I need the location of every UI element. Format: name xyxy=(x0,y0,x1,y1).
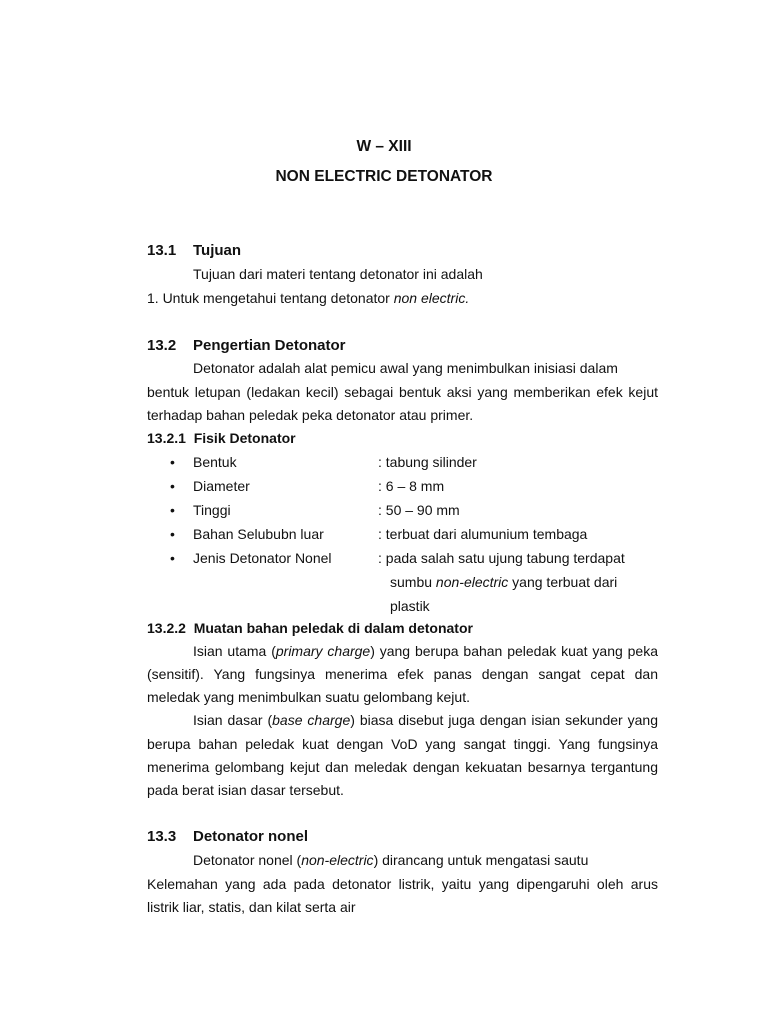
sec-13-2-2-line xyxy=(193,713,658,729)
sec-13-1-line xyxy=(147,291,469,305)
section-13-2-title: Pengertian Detonator xyxy=(193,337,346,354)
text-run: Kelemahan yang ada pada detonator listrik, yaitu yang dipengaruhi oleh arus xyxy=(147,877,658,892)
italic-term: non-electric xyxy=(301,852,374,868)
text-run: Detonator adalah alat pemicu awal yang menimbulkan inisiasi dalam xyxy=(193,360,618,376)
text-run: plastik xyxy=(390,598,430,614)
text-run: ) dirancang untuk mengatasi sautu xyxy=(373,852,589,868)
text-run: bentuk letupan (ledakan kecil) sebagai bentuk aksi yang memberikan efek kejut xyxy=(147,385,658,400)
section-13-1-number: 13.1 xyxy=(147,242,177,259)
text-run: : tabung silinder xyxy=(378,454,477,470)
bullet-icon: • xyxy=(170,526,175,542)
text-run: : 50 – 90 mm xyxy=(378,502,460,518)
sec-13-2-2-line xyxy=(147,760,658,776)
sec-13-3-line xyxy=(147,900,356,914)
spec-label: Bahan Selububn luar xyxy=(193,526,324,542)
sec-13-2-2-line xyxy=(147,690,470,704)
text-run: ) yang berupa bahan peledak kuat yang peka xyxy=(370,644,658,659)
sec-13-2-line xyxy=(147,408,473,422)
bullet-icon: • xyxy=(170,550,175,566)
spec-value xyxy=(378,503,460,517)
text-run: yang terbuat dari xyxy=(508,574,618,590)
text-run: (sensitif). Yang fungsinya menerima efek panas dengan sangat cepat dan xyxy=(147,667,658,682)
text-run: pada berat isian dasar tersebut. xyxy=(147,782,344,798)
spec-value xyxy=(378,455,477,469)
chapter-title: NON ELECTRIC DETONATOR xyxy=(275,168,493,185)
text-run: listrik liar, statis, dan kilat serta air xyxy=(147,899,356,915)
text-run: Detonator nonel ( xyxy=(193,852,302,868)
italic-term: base charge xyxy=(272,713,351,728)
text-run: Tujuan dari materi tentang detonator ini adalah xyxy=(193,266,483,282)
section-13-2-number: 13.2 xyxy=(147,337,177,354)
italic-term: primary charge xyxy=(275,644,371,659)
text-run: Isian utama ( xyxy=(193,644,276,659)
spec-value xyxy=(378,551,625,565)
sec-13-2-2-line xyxy=(193,644,658,660)
text-run: 1. Untuk mengetahui tentang detonator xyxy=(147,290,394,306)
text-run: menerima gelombang kejut dan meledak dengan kekuatan besarnya tergantung xyxy=(147,760,658,775)
section-13-3-number: 13.3 xyxy=(147,828,177,845)
spec-value xyxy=(378,527,587,541)
italic-term: non electric. xyxy=(393,290,470,306)
text-run: terhadap bahan peledak peka detonator atau primer. xyxy=(147,407,474,423)
chapter-number: W – XIII xyxy=(356,138,412,155)
text-run: Isian dasar ( xyxy=(193,713,273,728)
text-run: : 6 – 8 mm xyxy=(378,478,445,494)
spec-value xyxy=(378,479,444,493)
sec-13-3-line xyxy=(193,853,588,867)
subsection-13-2-1-heading: 13.2.1 Fisik Detonator xyxy=(147,430,296,446)
spec-label: Tinggi xyxy=(193,502,231,518)
sec-13-2-2-line xyxy=(147,783,344,797)
sec-13-2-line xyxy=(147,385,658,401)
spec-value-continuation xyxy=(390,599,430,613)
sec-13-1-line xyxy=(193,267,483,281)
text-run: : pada salah satu ujung tabung terdapat xyxy=(378,550,625,566)
text-run: : terbuat dari alumunium tembaga xyxy=(378,526,588,542)
spec-label: Bentuk xyxy=(193,454,237,470)
spec-label: Diameter xyxy=(193,478,250,494)
sec-13-2-line xyxy=(193,361,618,375)
bullet-icon: • xyxy=(170,478,175,494)
text-run: meledak yang menimbulkan suatu gelombang kejut. xyxy=(147,689,470,705)
section-13-1-title: Tujuan xyxy=(193,242,242,259)
spec-value-continuation xyxy=(390,575,617,589)
text-run: sumbu xyxy=(390,574,436,590)
sec-13-2-2-line xyxy=(147,667,658,683)
subsection-13-2-2-heading: 13.2.2 Muatan bahan peledak di dalam detonator xyxy=(147,620,473,636)
section-13-3-title: Detonator nonel xyxy=(193,828,308,845)
text-run: ) biasa disebut juga dengan isian sekunder yang xyxy=(350,713,658,728)
sec-13-2-2-line xyxy=(147,737,658,753)
sec-13-3-line xyxy=(147,877,658,893)
bullet-icon: • xyxy=(170,502,175,518)
bullet-icon: • xyxy=(170,454,175,470)
spec-label: Jenis Detonator Nonel xyxy=(193,550,332,566)
text-run: berupa bahan peledak kuat dengan VoD yang sangat tinggi. Yang fungsinya xyxy=(147,737,658,752)
italic-term: non-electric xyxy=(435,574,509,590)
